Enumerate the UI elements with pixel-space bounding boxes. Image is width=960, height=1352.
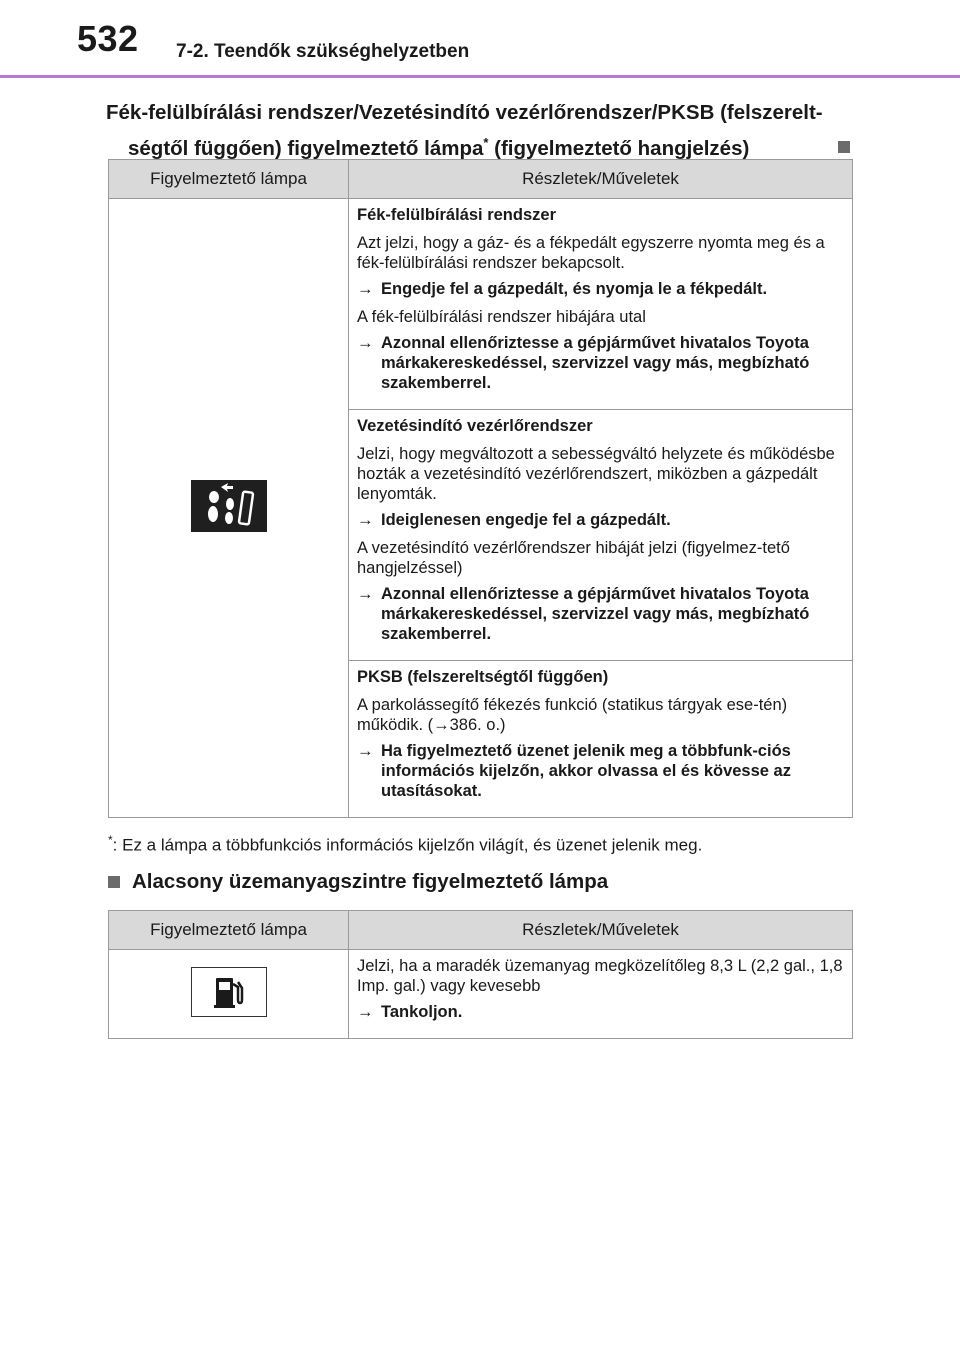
section-square-icon [108, 876, 120, 888]
page-number: 532 [77, 18, 139, 59]
details-cell-drive-start: Vezetésindító vezérlőrendszer Jelzi, hogy megváltozott a sebességváltó helyzete és működésbe hozták a vezetésindító vezérlőrendszert, miközben a gázpedált lenyomták. → Ideiglenesen engedje fel a gázpedált. A vezetésindító vezérlőrendszer hibáját jelzi (figyelmez-tető hangjelzéssel) → Azonnal ellenőriztesse a gépjárművet hivatalos Toyota márkakereskedéssel, szervizzel vagy más, megbízható szakemberrel. [349, 410, 853, 661]
table-row [109, 950, 853, 1039]
warning-table-2 [108, 910, 853, 1039]
footnote: *: Ez a lámpa a többfunkciós információs kijelzőn világít, és üzenet jelenik meg. [108, 833, 703, 855]
page-header [0, 0, 960, 78]
section-title: 7-2. Teendők szükséghelyzetben [176, 41, 470, 62]
table-header-row [109, 160, 853, 199]
section1-heading [106, 98, 854, 164]
section2-heading: Alacsony üzemanyagszintre figyelmeztető lámpa [108, 870, 608, 894]
lamp-cell [109, 950, 349, 1039]
header-divider [0, 75, 960, 78]
brake-override-drive-start-icon [191, 480, 267, 532]
details-cell-brake-override: Fék-felülbírálási rendszer Azt jelzi, hogy a gáz- és a fékpedált egyszerre nyomta meg és a fék-felülbírálási rendszer bekapcsolt. → Engedje fel a gázpedált, és nyomja le a fékpedált. A fék-felülbírálási rendszer hibájára utal → Azonnal ellenőriztesse a gépjárművet hivatalos Toyota márkakereskedéssel, szervizzel vagy más, megbízható szakemberrel. [349, 199, 853, 410]
table-row [109, 199, 853, 410]
col-header-lamp: Figyelmeztető lámpa [109, 911, 349, 950]
table-header-row [109, 911, 853, 950]
details-cell-fuel: Jelzi, ha a maradék üzemanyag megközelítőleg 8,3 L (2,2 gal., 1,8 Imp. gal.) vagy kevesebb → Tankoljon. [349, 950, 853, 1039]
lamp-cell [109, 199, 349, 818]
col-header-lamp: Figyelmeztető lámpa [109, 160, 349, 199]
section1-heading-line1: Fék-felülbírálási rendszer/Vezetésindító vezérlőrendszer/PKSB (felszerelt- [106, 101, 823, 124]
fuel-pump-icon [191, 967, 267, 1017]
warning-table-1 [108, 159, 853, 818]
col-header-details: Részletek/Műveletek [349, 911, 853, 950]
col-header-details: Részletek/Műveletek [349, 160, 853, 199]
details-cell-pksb: PKSB (felszereltségtől függően) A parkolássegítő fékezés funkció (statikus tárgyak ese-tén) működik. (→386. o.) → Ha figyelmeztető üzenet jelenik meg a többfunk-ciós információs kijelzőn, akkor olvassa el és kövesse az utasításokat. [349, 661, 853, 818]
section1-heading-line2: ségtől függően) figyelmeztető lámpa* (figyelmeztető hangjelzés) [128, 135, 750, 160]
section-square-icon [838, 141, 850, 153]
